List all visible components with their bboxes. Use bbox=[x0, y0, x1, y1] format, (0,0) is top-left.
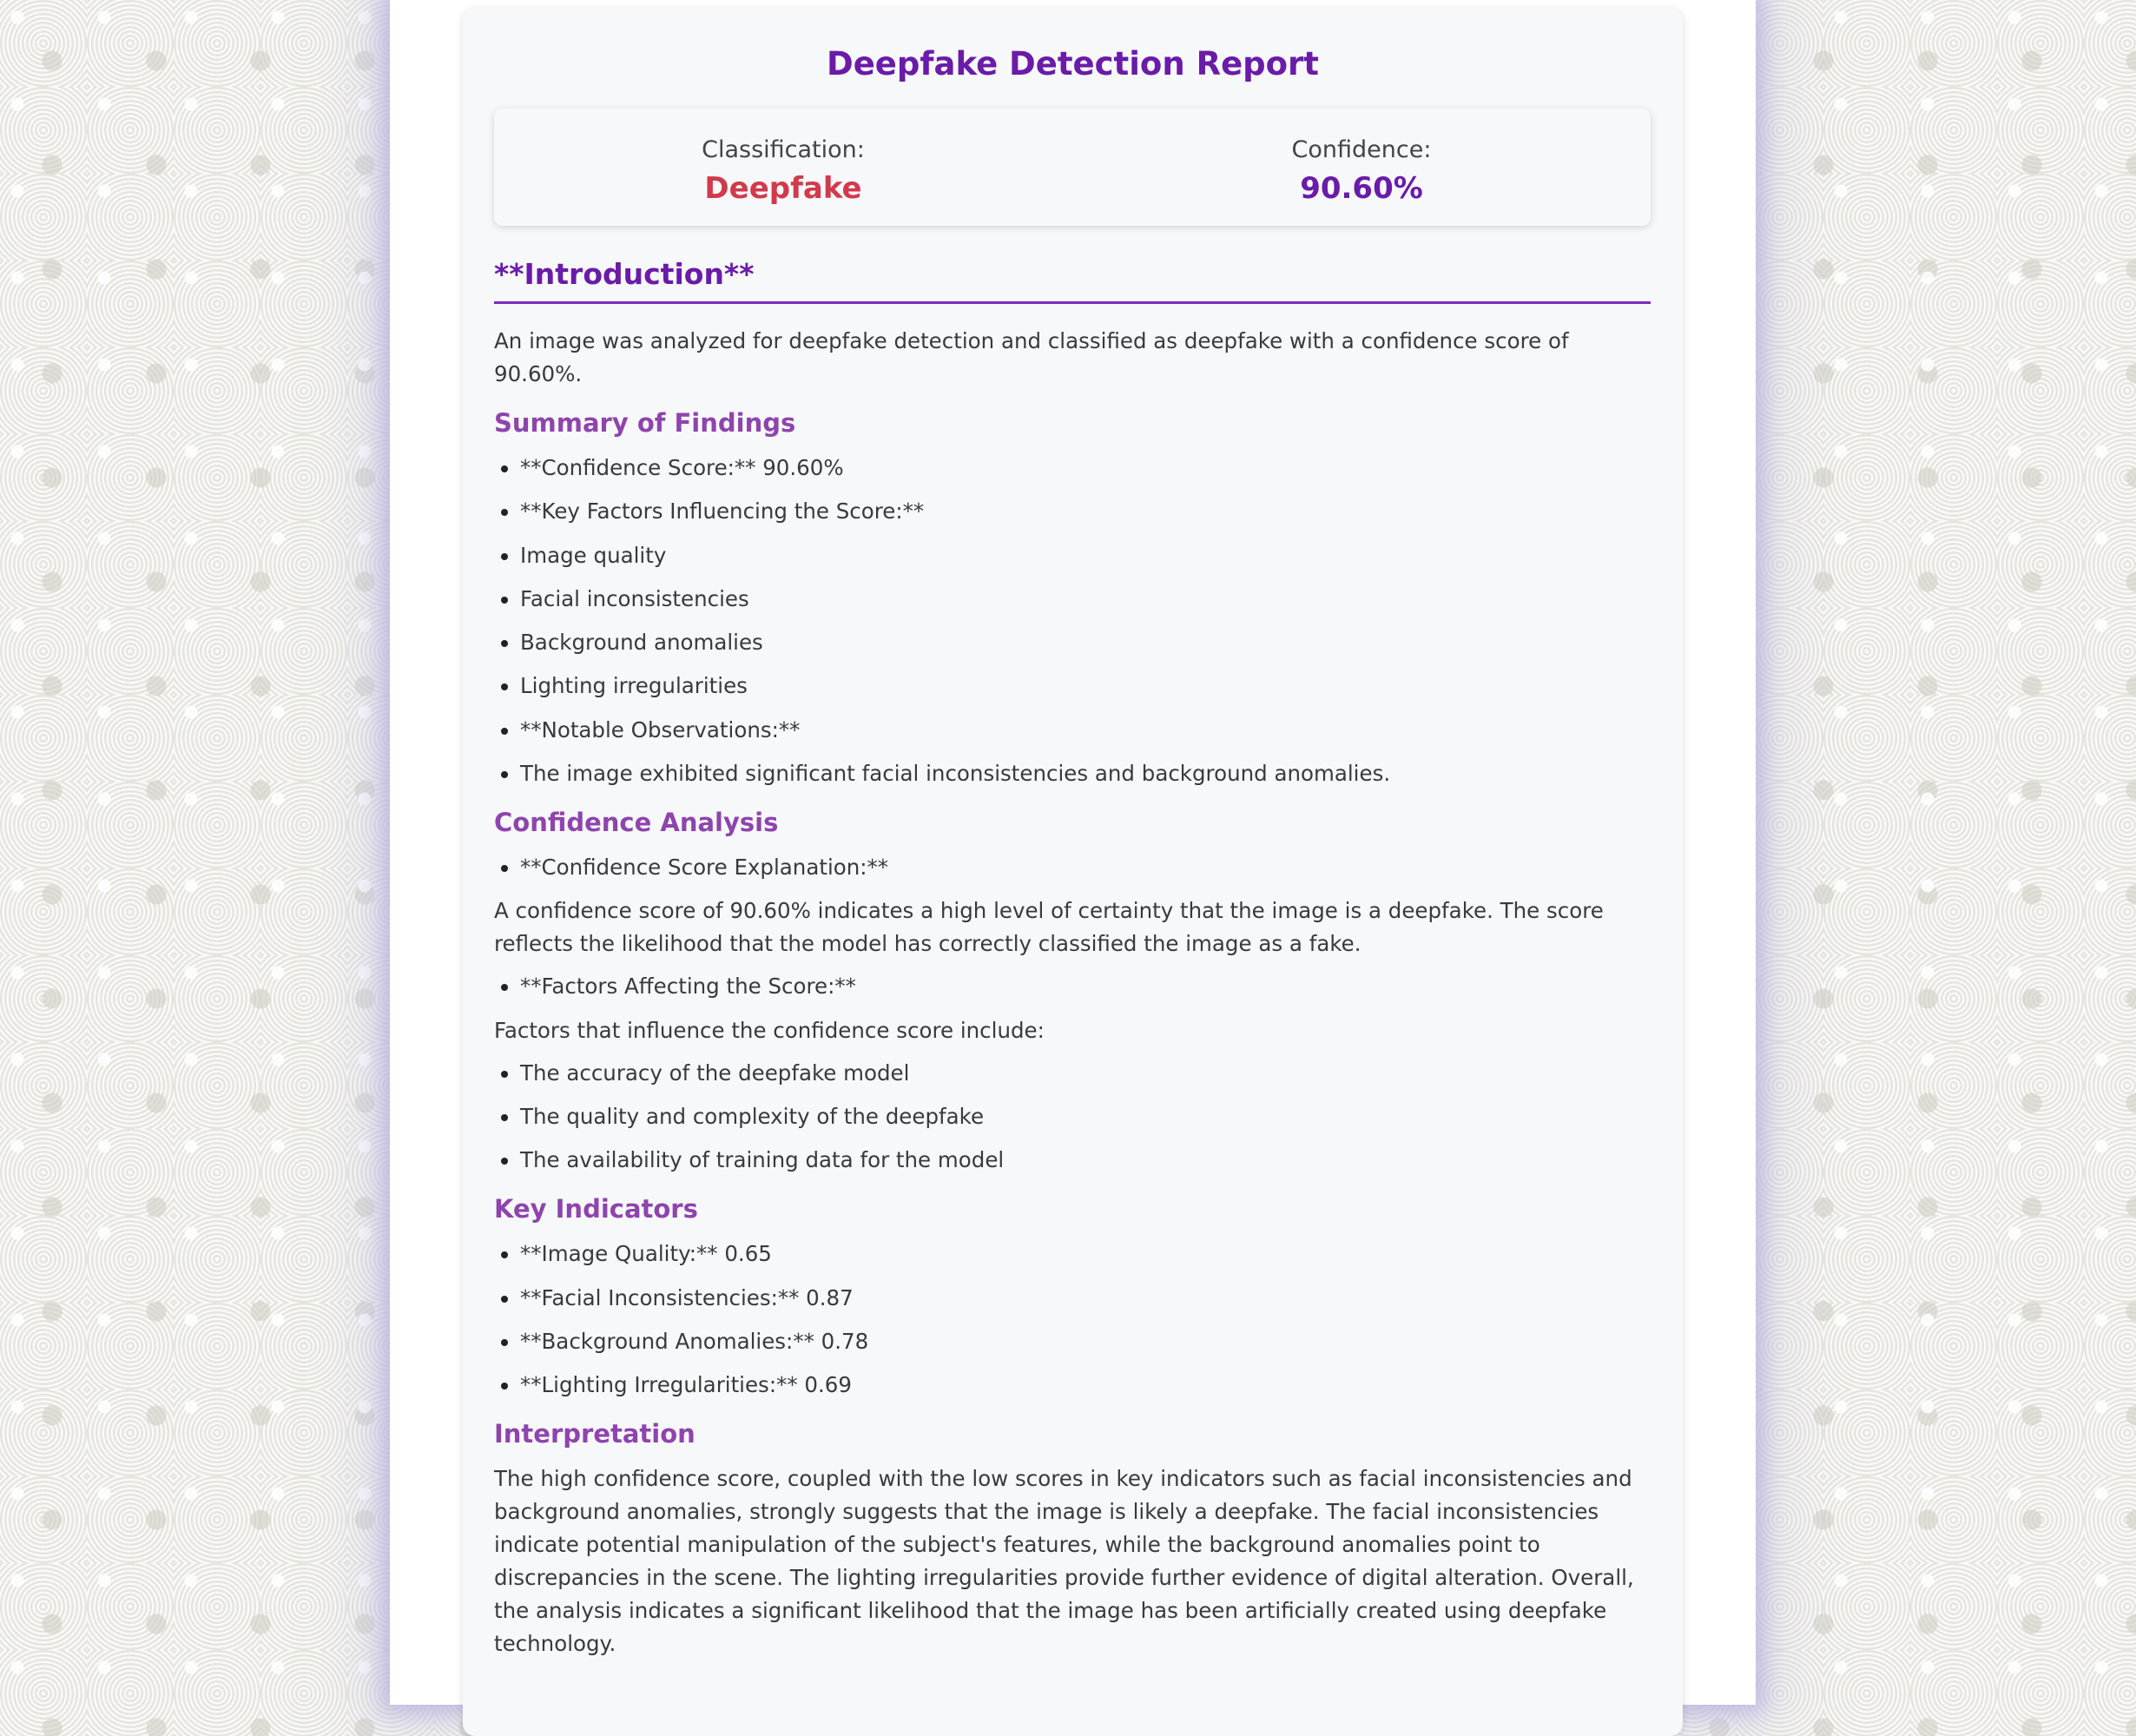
report-title: Deepfake Detection Report bbox=[827, 45, 1319, 83]
key-indicators-heading: Key Indicators bbox=[494, 1194, 698, 1224]
list-item: • **Lighting Irregularities:** 0.69 bbox=[520, 1369, 1651, 1402]
list-item: • Lighting irregularities bbox=[520, 670, 1651, 703]
factors-intro-text: Factors that influence the confidence score include: bbox=[494, 1017, 1045, 1043]
list-item: • **Factors Affecting the Score:** bbox=[520, 970, 1651, 1003]
list-item: • **Confidence Score:** 90.60% bbox=[520, 452, 1651, 485]
interpretation-text: The high confidence score, coupled with the low scores in key indicators such as facial inconsistencies and background anomalies, strongly suggests that the image is likely a deepfake. The facial inconsistencies indicate potential manipulation of the subject's features, while the background anomalies point to discrepancies in the scene. The lighting irregularities provide further evidence of digital alteration. Overall, the analysis indicates a significant likelihood that the image has been artificially created using deepfake technology. bbox=[494, 1466, 1634, 1657]
list-item: • **Confidence Score Explanation:** bbox=[520, 851, 1651, 884]
key-indicators-list bbox=[494, 1238, 1651, 1402]
list-item: • Image quality bbox=[520, 539, 1651, 572]
interpretation-heading: Interpretation bbox=[494, 1419, 696, 1449]
list-item: • **Facial Inconsistencies:** 0.87 bbox=[520, 1282, 1651, 1315]
list-item: • **Image Quality:** 0.65 bbox=[520, 1238, 1651, 1271]
classification-block bbox=[494, 109, 1072, 226]
confidence-value: 90.60% bbox=[1300, 171, 1423, 206]
summary-of-findings-list bbox=[494, 452, 1651, 790]
list-item: • The accuracy of the deepfake model bbox=[520, 1057, 1651, 1090]
list-item: • The quality and complexity of the deepfake bbox=[520, 1100, 1651, 1133]
list-item: • The availability of training data for the model bbox=[520, 1144, 1651, 1177]
report-content bbox=[494, 257, 1651, 1660]
confidence-label: Confidence: bbox=[1291, 136, 1432, 163]
report-card bbox=[463, 8, 1683, 1736]
confidence-explanation-list bbox=[494, 851, 1651, 884]
summary-of-findings-heading: Summary of Findings bbox=[494, 408, 796, 438]
classification-value: Deepfake bbox=[704, 171, 862, 206]
confidence-analysis-heading: Confidence Analysis bbox=[494, 808, 779, 838]
list-item: • The image exhibited significant facial inconsistencies and background anomalies. bbox=[520, 757, 1651, 790]
factors-list bbox=[494, 1057, 1651, 1178]
confidence-explanation-text: A confidence score of 90.60% indicates a high level of certainty that the image is a deepfake. The score reflects the likelihood that the model has correctly classified the image as a fake. bbox=[494, 898, 1604, 957]
factors-affecting-list bbox=[494, 970, 1651, 1003]
list-item: • **Notable Observations:** bbox=[520, 714, 1651, 747]
introduction-heading: **Introduction** bbox=[494, 257, 1651, 304]
classification-summary-box bbox=[494, 109, 1651, 226]
confidence-block bbox=[1072, 109, 1651, 226]
list-item: • **Key Factors Influencing the Score:** bbox=[520, 495, 1651, 528]
list-item: • Background anomalies bbox=[520, 626, 1651, 659]
introduction-text: An image was analyzed for deepfake detection and classified as deepfake with a confidence score of 90.60%. bbox=[494, 328, 1569, 386]
list-item: • **Background Anomalies:** 0.78 bbox=[520, 1325, 1651, 1358]
classification-label: Classification: bbox=[702, 136, 865, 163]
list-item: • Facial inconsistencies bbox=[520, 583, 1651, 616]
